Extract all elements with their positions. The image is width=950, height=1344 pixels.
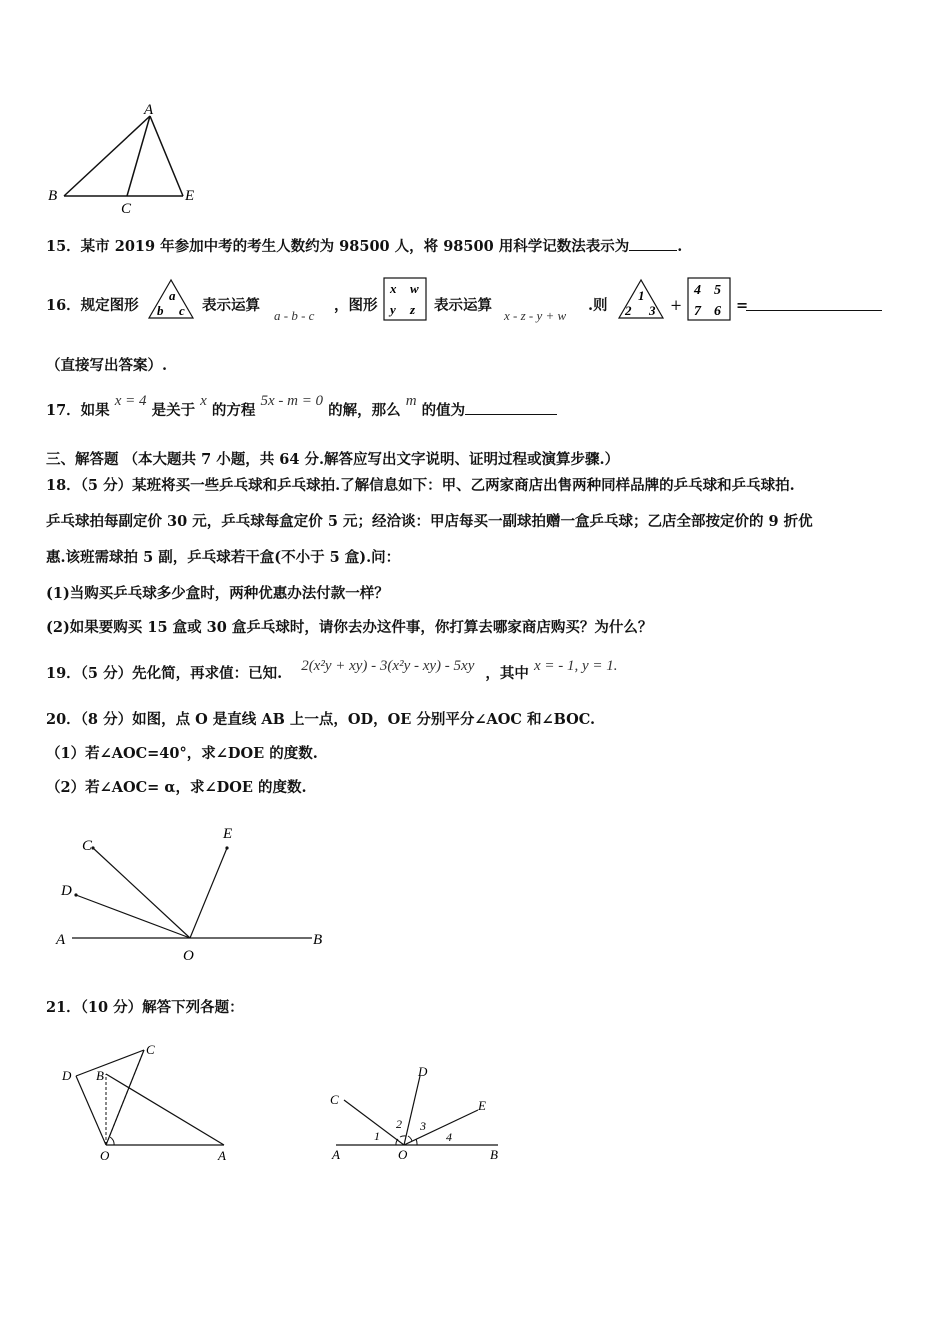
q18-sub-1: (1)当购买乒乓球多少盒时，两种优惠办法付款一样？ (46, 585, 389, 602)
svg-text:B: B (490, 1147, 498, 1162)
svg-text:A: A (218, 1148, 226, 1163)
svg-text:C: C (82, 838, 93, 854)
q20-sub-2: （2）若∠AOC= α，求∠DOE 的度数. (46, 779, 307, 796)
figure-21-right (326, 1060, 516, 1165)
expr-abc: a - b - c (274, 308, 315, 323)
svg-text:4: 4 (694, 283, 701, 298)
angle-figure-aob (50, 818, 350, 968)
svg-text:5: 5 (714, 283, 721, 298)
svg-text:b: b (157, 303, 164, 318)
label-c: C (121, 201, 132, 217)
svg-text:3: 3 (649, 303, 656, 318)
svg-text:1: 1 (374, 1129, 380, 1143)
question-17: 17．如果 x = 4 是关于 x 的方程 5x - m = 0 的解，那么 m 的值为 (46, 400, 557, 421)
label-b: B (48, 188, 58, 204)
q16-blank (746, 296, 882, 311)
q18-sub-2: (2)如果要购买 15 盒或 30 盒乒乓球时，请你去办这件事，你打算去哪家商店购买？为什么？ (46, 619, 653, 636)
svg-text:x: x (390, 281, 397, 296)
svg-text:E: E (223, 826, 233, 842)
question-19: 19．（5 分）先化简，再求值：已知. 2(x²y + xy) - 3(x²y - xy) - 5xy ，其中 x = - 1, y = 1. (46, 658, 618, 682)
triangle-operator-123 (616, 278, 666, 320)
svg-text:2: 2 (625, 303, 632, 318)
q20-line-1: 20．（8 分）如图，点 O 是直线 AB 上一点，OD，OE 分别平分∠AOC 和∠BOC. (46, 711, 596, 728)
svg-text:C: C (330, 1092, 339, 1107)
q19-expression: 2(x²y + xy) - 3(x²y - xy) - 5xy (301, 658, 475, 674)
q18-line-1: 18．（5 分）某班将买一些乒乓球和乒乓球拍.了解信息如下：甲、乙两家商店出售两种同样品牌的乒乓球和乒乓球拍. (46, 477, 795, 494)
svg-text:7: 7 (694, 304, 701, 319)
svg-text:O: O (183, 948, 194, 964)
svg-text:B: B (96, 1068, 104, 1083)
svg-text:D: D (418, 1064, 428, 1079)
label-a: A (144, 102, 154, 118)
svg-text:C: C (146, 1042, 155, 1057)
q16-note: （直接写出答案）. (46, 357, 168, 374)
q21-line-1: 21．（10 分）解答下列各题： (46, 999, 244, 1016)
svg-text:A: A (56, 932, 66, 948)
svg-text:w: w (410, 281, 419, 296)
svg-text:D: D (62, 1068, 72, 1083)
expr-xzyw: x - z - y + w (504, 308, 567, 323)
q15-blank (629, 236, 677, 251)
svg-text:O: O (398, 1147, 408, 1162)
svg-text:2: 2 (396, 1117, 402, 1131)
svg-text:A: A (332, 1147, 340, 1162)
box-operator-xwyz (382, 276, 428, 322)
svg-text:6: 6 (714, 304, 721, 319)
figure-21-left (56, 1040, 246, 1165)
label-e: E (185, 188, 195, 204)
section-3-title: 三、解答题 （本大题共 7 小题，共 64 分.解答应写出文字说明、证明过程或演算步骤.） (46, 451, 620, 468)
box-operator-4576 (686, 276, 732, 322)
q19-condition: x = - 1, y = 1. (533, 658, 618, 674)
svg-text:1: 1 (638, 288, 645, 303)
q15-text: 15．某市 2019 年参加中考的考生人数约为 98500 人，将 98500 用科学记数法表示为 (46, 238, 630, 255)
q17-blank (465, 400, 557, 415)
svg-text:3: 3 (420, 1119, 426, 1133)
svg-text:4: 4 (446, 1130, 452, 1144)
svg-text:z: z (410, 302, 416, 317)
q18-line-2: 乒乓球拍每副定价 30 元，乒乓球每盒定价 5 元；经洽谈：甲店每买一副球拍赠一盒乒乓球；乙店全部按定价的 9 折优 (46, 513, 813, 530)
svg-text:a: a (169, 288, 176, 303)
svg-text:c: c (179, 303, 185, 318)
svg-text:D: D (61, 883, 72, 899)
question-15: 15．某市 2019 年参加中考的考生人数约为 98500 人，将 98500 用科学记数法表示为 . (46, 238, 683, 255)
svg-text:E: E (478, 1098, 486, 1113)
triangle-operator-abc (146, 278, 196, 320)
svg-text:B: B (313, 932, 323, 948)
svg-text:y: y (390, 302, 396, 317)
triangle-abe-figure (40, 98, 210, 218)
svg-text:O: O (100, 1148, 110, 1163)
q18-line-3: 惠.该班需球拍 5 副，乒乓球若干盒(不小于 5 盒).问： (46, 549, 401, 566)
q20-sub-1: （1）若∠AOC=40°，求∠DOE 的度数. (46, 745, 318, 762)
